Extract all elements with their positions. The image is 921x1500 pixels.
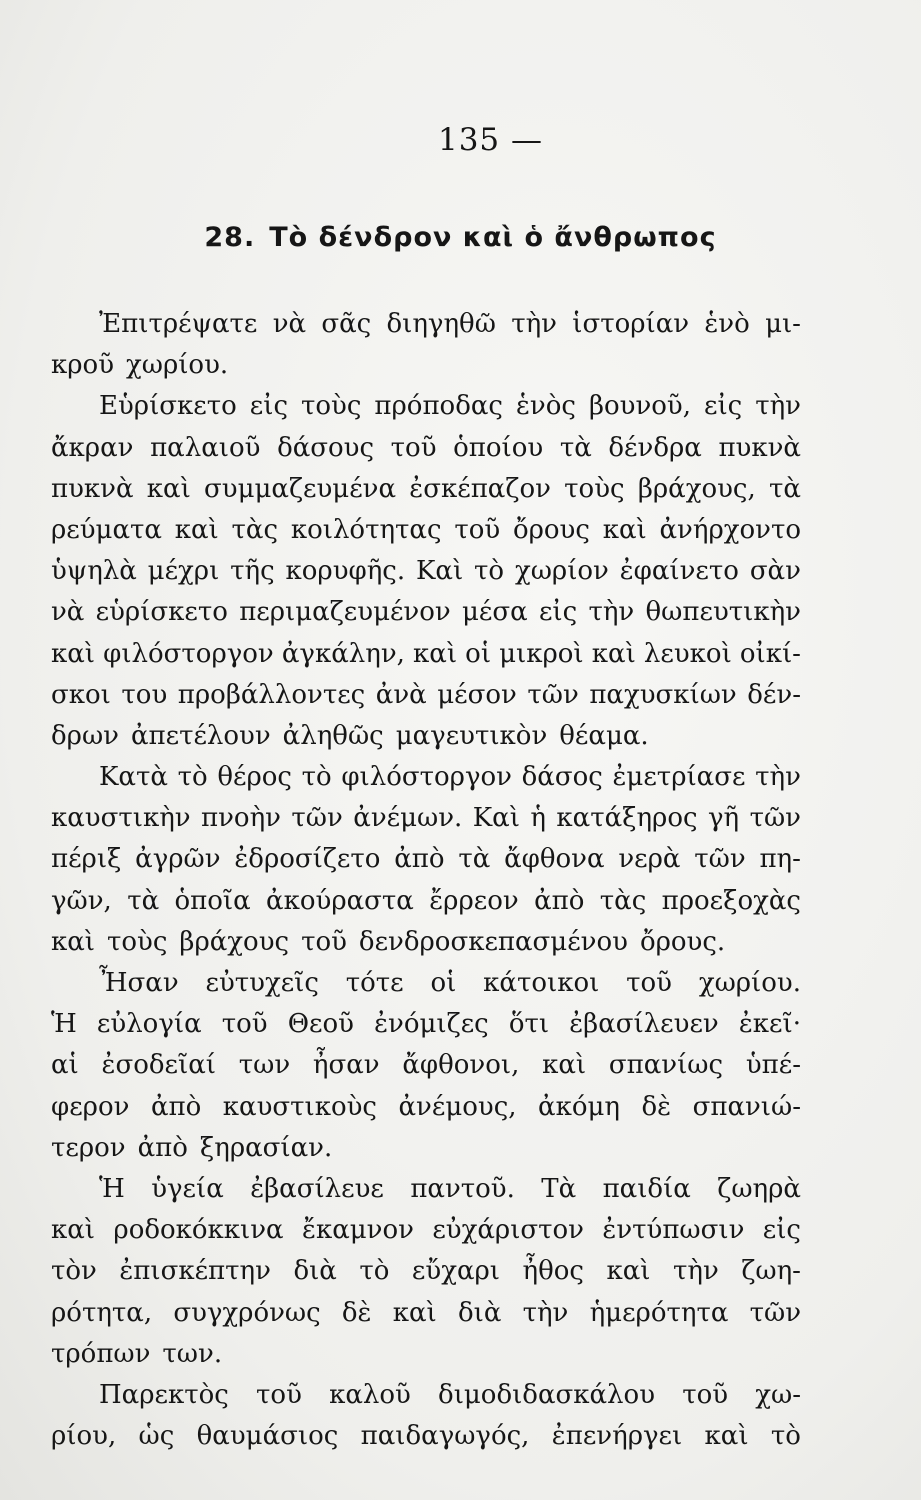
- word: του: [121, 679, 168, 710]
- word: ρότητα,: [51, 1297, 153, 1328]
- word: Θεοῦ: [287, 1009, 354, 1040]
- text-line: [51, 1087, 801, 1128]
- word: τὸ: [177, 762, 208, 793]
- word: ὑπέ-: [745, 1050, 801, 1081]
- word: φιλόστοργον: [341, 762, 512, 793]
- word: τρόπων: [51, 1338, 151, 1369]
- word: διμοδιδασκάλου: [438, 1379, 655, 1410]
- word: τῶν: [749, 1297, 801, 1328]
- text-line: [51, 1416, 801, 1457]
- word: μαγευτικὸν: [395, 720, 548, 751]
- word: διηγηθῶ: [386, 309, 496, 339]
- page-number: [0, 122, 921, 158]
- paragraph: [51, 386, 801, 757]
- word: μέσα: [461, 597, 528, 628]
- word: ὡς: [138, 1421, 175, 1452]
- word: ἡ: [530, 803, 546, 834]
- word: τὸ: [301, 762, 332, 793]
- word: τοῦ: [626, 968, 672, 998]
- word: ἦθος: [522, 1256, 584, 1287]
- text-line: [51, 839, 801, 880]
- word: των: [238, 1050, 291, 1081]
- paragraph: [51, 1375, 801, 1457]
- word: Ἐπιτρέψατε: [99, 309, 258, 339]
- word: ἐβασίλευεν: [569, 1009, 719, 1040]
- text-line: [51, 716, 801, 757]
- word: ρεύματα: [51, 514, 162, 545]
- text-line: [51, 634, 801, 675]
- word: φιλόστοργον: [103, 638, 274, 669]
- word: τῶν: [527, 679, 579, 710]
- word: τὴν: [755, 762, 801, 793]
- word: χωρίου.: [126, 350, 229, 381]
- word: πυκνὰ: [718, 432, 801, 463]
- word: τότε: [345, 968, 404, 998]
- word: ἑνὸς: [515, 391, 576, 422]
- word: τῶν: [694, 844, 746, 875]
- word: μέχρι: [147, 556, 220, 587]
- word: πη-: [759, 844, 801, 875]
- word: παλαιοῦ: [150, 432, 261, 463]
- word: ὑγεία: [151, 1173, 224, 1204]
- word: ρίου,: [51, 1421, 117, 1452]
- word: βουνοῦ,: [588, 391, 691, 422]
- word: τοῦ: [682, 1379, 729, 1410]
- word: δέν-: [747, 679, 801, 710]
- word: βράχους: [179, 926, 290, 957]
- word: σπανιώ-: [692, 1091, 801, 1122]
- word: ἀκόμη: [538, 1091, 620, 1122]
- word: μικροὶ: [499, 638, 584, 669]
- word: ἐντύπωσιν: [602, 1215, 745, 1246]
- word: παντοῦ.: [410, 1173, 515, 1204]
- word: εἰς: [538, 597, 578, 628]
- word: καὶ: [392, 1297, 437, 1328]
- word: οἱ: [430, 968, 457, 998]
- page-number-text: 135 —: [437, 122, 544, 158]
- word: φερον: [51, 1091, 130, 1122]
- word: Ἦσαν: [99, 968, 179, 998]
- word: ἄφθονα: [504, 844, 605, 875]
- word: διὰ: [457, 1297, 502, 1328]
- paragraph: [51, 757, 801, 963]
- word: κάτοικοι: [483, 968, 600, 998]
- word: σπανίως: [608, 1050, 724, 1081]
- word: τῆς: [230, 556, 275, 587]
- text-line: [51, 1169, 801, 1210]
- text-line: [51, 1251, 801, 1292]
- word: τὰ: [127, 885, 160, 916]
- word: ἀπὸ: [394, 844, 445, 875]
- word: σὰν: [749, 556, 801, 587]
- word: λευκοὶ: [643, 638, 732, 669]
- word: θέρος: [217, 762, 292, 793]
- word: ἐσκέπαζον: [409, 473, 551, 504]
- word: προβάλλοντες: [177, 679, 366, 710]
- word: εἰς: [249, 391, 289, 422]
- word: συμμαζευμένα: [204, 473, 397, 504]
- word: τὴν: [673, 1256, 719, 1287]
- word: τοῦ: [454, 514, 501, 545]
- word: ἀνὰ: [375, 679, 427, 710]
- word: καὶ: [51, 638, 96, 669]
- word: εἰς: [762, 1215, 801, 1246]
- word: ἔρρεον: [429, 885, 519, 916]
- word: Τὰ: [541, 1173, 577, 1204]
- text-line: [51, 551, 801, 592]
- word: τὴν: [588, 597, 635, 628]
- chapter-title-text: Τὸ δένδρον καὶ ὁ ἄνθρωπος: [269, 222, 717, 253]
- word: διὰ: [293, 1256, 337, 1287]
- word: ὄρους.: [639, 926, 726, 957]
- word: ἐνόμιζες: [374, 1009, 489, 1040]
- word: των.: [162, 1338, 223, 1369]
- text-line: [51, 963, 801, 1004]
- text-line: [51, 881, 801, 922]
- word: τερον: [51, 1132, 126, 1163]
- word: ἐκεῖ·: [738, 1009, 801, 1040]
- word: καὶ: [591, 638, 636, 669]
- word: τὸ: [770, 1421, 801, 1452]
- word: τὸ: [474, 556, 505, 587]
- word: τὴν: [522, 1297, 569, 1328]
- word: ὄρους: [512, 514, 590, 545]
- word: ἐβασίλευε: [250, 1173, 384, 1204]
- word: ἀπετέλουν: [130, 720, 271, 751]
- word: καὶ: [542, 1050, 587, 1081]
- word: ἐσοδεῖαί: [101, 1050, 216, 1081]
- word: πέριξ: [51, 844, 122, 875]
- word: πνοὴν: [201, 803, 281, 834]
- word: ἐμετρίασε: [612, 762, 746, 793]
- word: ἀπὸ: [150, 1091, 202, 1122]
- text-line: [51, 510, 801, 551]
- word: νερὰ: [618, 844, 681, 875]
- text-line: [51, 1128, 801, 1169]
- word: δενδροσκεπασμένου: [358, 926, 628, 957]
- word: βράχους,: [637, 473, 756, 504]
- text-line: [51, 428, 801, 469]
- word: εὔχαρι: [411, 1256, 500, 1287]
- word: εὑρίσκετο: [95, 597, 228, 628]
- word: ἀκούραστα: [266, 885, 414, 916]
- word: πρόποδας: [374, 391, 503, 422]
- word: ἀνήρχοντο: [659, 514, 801, 545]
- word: ἦσαν: [312, 1050, 380, 1081]
- word: καὶ: [413, 638, 458, 669]
- word: ἡμερότητα: [589, 1297, 729, 1328]
- word: τοὺς: [564, 473, 625, 504]
- word: καὶ: [146, 473, 191, 504]
- word: τὴν: [511, 309, 557, 339]
- word: χωρίον: [514, 556, 609, 587]
- word: Παρεκτὸς: [99, 1379, 229, 1410]
- word: δάσος: [521, 762, 603, 793]
- word: ἀνέμων.: [353, 803, 463, 834]
- word: ἐφαίνετο: [619, 556, 739, 587]
- word: τοὺς: [107, 926, 168, 957]
- paragraph: [51, 1169, 801, 1375]
- word: τὰ: [458, 844, 491, 875]
- word: προεξοχὰς: [661, 885, 801, 916]
- word: καυστικὴν: [51, 803, 191, 834]
- word: ἀπὸ: [137, 1132, 188, 1163]
- text-line: [51, 304, 801, 345]
- word: κατάξηρος: [556, 803, 698, 834]
- word: χωρίου.: [698, 968, 801, 998]
- word: ὅτι: [508, 1009, 550, 1040]
- word: Ἡ: [51, 1009, 77, 1040]
- text-line: [51, 798, 801, 839]
- word: τῶν: [749, 803, 801, 834]
- paragraph: [51, 304, 801, 386]
- word: καὶ: [602, 514, 647, 545]
- word: παιδία: [602, 1173, 691, 1204]
- word: δρων: [51, 720, 119, 751]
- text-line: [51, 469, 801, 510]
- word: πυκνὰ: [51, 473, 134, 504]
- chapter-number: 28.: [204, 222, 256, 253]
- word: περιμαζευμένον: [239, 597, 451, 628]
- word: τὰς: [599, 885, 647, 916]
- word: ἄφθονοι,: [402, 1050, 520, 1081]
- word: μι-: [765, 309, 801, 339]
- word: ἄκραν: [51, 432, 134, 463]
- word: ἀνέμους,: [398, 1091, 517, 1122]
- paragraph: [51, 963, 801, 1169]
- word: καὶ: [606, 1256, 651, 1287]
- text-line: [51, 1375, 801, 1416]
- word: ἀληθῶς: [282, 720, 384, 751]
- word: ζωη-: [741, 1256, 801, 1287]
- word: παιδαγωγός,: [360, 1421, 530, 1452]
- text-line: [51, 1045, 801, 1086]
- word: εὐλογία: [96, 1009, 202, 1040]
- word: τοὺς: [301, 391, 362, 422]
- word: καὶ: [51, 926, 96, 957]
- text-line: [51, 1004, 801, 1045]
- word: ἀγκάλην,: [281, 638, 405, 669]
- word: θαυμάσιος: [196, 1421, 339, 1452]
- word: σκοι: [51, 679, 111, 710]
- text-line: [51, 592, 801, 633]
- word: κροῦ: [51, 350, 114, 381]
- word: Εὑρίσκετο: [99, 391, 237, 422]
- word: καὶ: [704, 1421, 749, 1452]
- text-line: [51, 675, 801, 716]
- word: θέαμα.: [559, 720, 649, 751]
- word: ὑψηλὰ: [51, 556, 137, 587]
- word: τοῦ: [221, 1009, 268, 1040]
- word: Κατὰ: [99, 762, 168, 793]
- word: τοῦ: [256, 1379, 302, 1410]
- word: καὶ: [51, 1215, 96, 1246]
- word: ἔκαμνον: [302, 1215, 414, 1246]
- word: δένδρα: [608, 432, 702, 463]
- word: κορυφῆς.: [285, 556, 406, 587]
- word: σᾶς: [321, 309, 372, 339]
- word: ἐπισκέπτην: [119, 1256, 271, 1287]
- word: τὰ: [769, 473, 801, 504]
- word: καὶ: [174, 514, 219, 545]
- word: αἱ: [51, 1050, 79, 1081]
- text-line: [51, 345, 801, 386]
- word: οἰκί-: [739, 638, 801, 669]
- text-line: [51, 386, 801, 427]
- word: τὴν: [755, 391, 801, 422]
- chapter-title: [0, 222, 921, 253]
- word: τοῦ: [301, 926, 347, 957]
- word: εὐχάριστον: [432, 1215, 584, 1246]
- word: δάσους: [277, 432, 375, 463]
- word: Ἡ: [99, 1173, 125, 1204]
- word: καυστικοὺς: [222, 1091, 377, 1122]
- word: εἰς: [703, 391, 743, 422]
- word: γῶν,: [51, 885, 112, 916]
- word: ἀπὸ: [534, 885, 585, 916]
- word: κοιλότητας: [290, 514, 442, 545]
- body-text: [51, 304, 801, 1457]
- word: καλοῦ: [329, 1379, 411, 1410]
- word: μέσον: [437, 679, 517, 710]
- text-line: [51, 757, 801, 798]
- word: Καὶ: [416, 556, 464, 587]
- word: ἐπενήργει: [551, 1421, 683, 1452]
- text-line: [51, 1293, 801, 1334]
- word: ροδοκόκκινα: [113, 1215, 284, 1246]
- text-line: [51, 1210, 801, 1251]
- word: δὲ: [341, 1297, 372, 1328]
- word: ὁποῖα: [174, 885, 251, 916]
- word: νὰ: [51, 597, 85, 628]
- word: γῆ: [708, 803, 740, 834]
- word: παχυσκίων: [589, 679, 737, 710]
- word: νὰ: [272, 309, 307, 339]
- word: θωπευτικὴν: [645, 597, 801, 628]
- word: τὰς: [231, 514, 279, 545]
- word: τὸν: [51, 1256, 97, 1287]
- word: συγχρόνως: [173, 1297, 321, 1328]
- word: δὲ: [641, 1091, 672, 1122]
- word: ἑνὸ: [704, 309, 750, 339]
- word: ξηρασίαν.: [199, 1132, 333, 1163]
- word: ὁποίου: [453, 432, 544, 463]
- text-line: [51, 922, 801, 963]
- word: ἐδροσίζετο: [234, 844, 381, 875]
- word: τοῦ: [390, 432, 437, 463]
- word: οἱ: [465, 638, 492, 669]
- word: Καὶ: [472, 803, 520, 834]
- word: ἀγρῶν: [135, 844, 221, 875]
- word: χω-: [755, 1379, 801, 1410]
- word: ζωηρὰ: [717, 1173, 801, 1204]
- word: εὐτυχεῖς: [205, 968, 319, 998]
- word: τὰ: [559, 432, 592, 463]
- word: τὸ: [359, 1256, 390, 1287]
- word: τῶν: [291, 803, 343, 834]
- word: ἱστορίαν: [572, 309, 690, 339]
- text-line: [51, 1334, 801, 1375]
